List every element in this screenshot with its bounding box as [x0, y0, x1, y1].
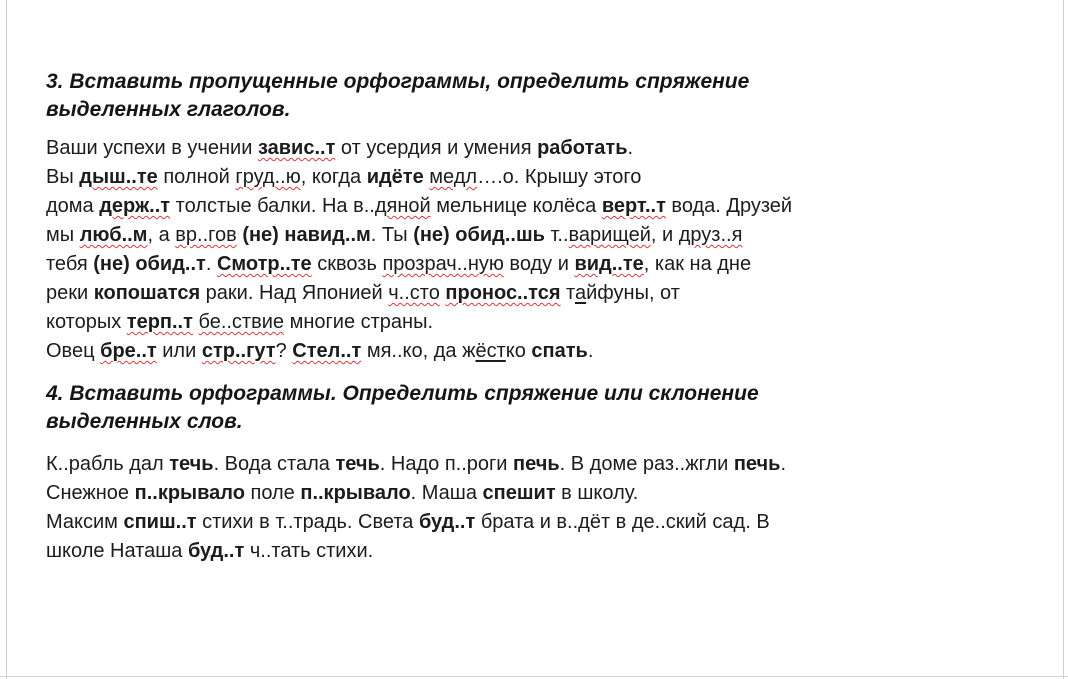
- text-segment: ?: [275, 340, 293, 362]
- text-segment: ко: [505, 340, 532, 362]
- text-segment: , и: [650, 224, 679, 246]
- underlined-letters: ёст: [475, 340, 506, 362]
- task-3-text: [46, 134, 1046, 366]
- text-segment: толстые балки. На в..: [170, 195, 375, 217]
- highlighted-word: (не) обид..т: [93, 253, 206, 275]
- highlighted-word: вид..те: [574, 253, 644, 275]
- task-3-heading-line-2: выделенных глаголов.: [46, 98, 291, 121]
- text-segment: ….о. Крышу этого: [477, 166, 642, 188]
- highlighted-word: спиш..т: [123, 511, 197, 533]
- text-segment: ч..тать стихи.: [244, 540, 374, 562]
- highlighted-word: работать: [537, 137, 628, 159]
- highlighted-word: идёте: [366, 166, 424, 188]
- misspelled-word: вр..гов: [175, 224, 237, 246]
- highlighted-word: буд..т: [187, 540, 245, 562]
- text-segment: которых: [46, 311, 127, 333]
- task-4-text-line: [46, 479, 1046, 508]
- text-segment: дома: [46, 195, 100, 217]
- highlighted-word: пронос..тся: [445, 282, 561, 304]
- highlighted-word: люб..м: [79, 224, 148, 246]
- text-segment: . Ты: [370, 224, 414, 246]
- text-segment: йфуны, от: [586, 282, 680, 304]
- text-segment: раки. Над Японией: [200, 282, 389, 304]
- highlighted-word: (не) навид..м: [242, 224, 371, 246]
- highlighted-word: завис..т: [257, 137, 336, 159]
- task-3-text-line: [46, 308, 1046, 337]
- text-segment: .: [587, 340, 594, 362]
- text-segment: или: [156, 340, 202, 362]
- text-segment: реки: [46, 282, 94, 304]
- task-3-text-line: [46, 192, 1046, 221]
- task-4-heading: [46, 380, 1046, 436]
- misspelled-word: медл: [429, 166, 478, 188]
- misspelled-word: прозрач..ную: [382, 253, 504, 275]
- text-segment: полной: [157, 166, 236, 188]
- task-4-text-line: [46, 537, 1046, 566]
- misspelled-word: груд..ю: [235, 166, 301, 188]
- task-4-heading-line-1: 4. Вставить орфограммы. Определить спряжение или склонение: [46, 382, 759, 405]
- text-segment: от усердия и умения: [335, 137, 538, 159]
- text-segment: сквозь: [311, 253, 383, 275]
- highlighted-word: верт..т: [601, 195, 666, 217]
- misspelled-word: ч..сто: [388, 282, 440, 304]
- text-segment: .: [627, 137, 634, 159]
- text-segment: стихи в т..традь. Света: [196, 511, 419, 533]
- task-4-text-line: [46, 450, 1046, 479]
- text-segment: брата и в..дёт в де..ский сад. В: [475, 511, 770, 533]
- highlighted-word: течь: [169, 453, 214, 475]
- task-3-text-line: [46, 279, 1046, 308]
- text-segment: школе Наташа: [46, 540, 188, 562]
- highlighted-word: дыш..те: [79, 166, 158, 188]
- text-segment: .: [205, 253, 217, 275]
- highlighted-word: буд..т: [418, 511, 476, 533]
- highlighted-word: спешит: [482, 482, 556, 504]
- misspelled-word: бе..ствие: [198, 311, 285, 333]
- text-segment: мы: [46, 224, 80, 246]
- task-4-text: [46, 450, 1046, 566]
- task-3-text-line: [46, 250, 1046, 279]
- task-4-heading-line-2: выделенных слов.: [46, 410, 243, 433]
- text-segment: в школу.: [555, 482, 639, 504]
- text-segment: Овец: [46, 340, 101, 362]
- task-3-text-line: [46, 163, 1046, 192]
- text-segment: . Надо п..роги: [379, 453, 514, 475]
- highlighted-word: печь: [733, 453, 781, 475]
- misspelled-word: дяной: [374, 195, 431, 217]
- text-segment: мельнице колёса: [430, 195, 602, 217]
- task-3-heading-line-1: 3. Вставить пропущенные орфограммы, определить спряжение: [46, 70, 750, 93]
- task-3-heading: [46, 68, 1046, 124]
- text-segment: т: [560, 282, 575, 304]
- text-segment: многие страны.: [284, 311, 434, 333]
- misspelled-word: друз..я: [678, 224, 743, 246]
- task-3-text-line: [46, 134, 1046, 163]
- highlighted-word: бре..т: [100, 340, 157, 362]
- text-segment: Снежное: [46, 482, 135, 504]
- highlighted-word: терп..т: [126, 311, 193, 333]
- text-segment: . В доме раз..жгли: [559, 453, 734, 475]
- highlighted-word: течь: [335, 453, 380, 475]
- text-segment: Ваши успехи в учении: [46, 137, 258, 159]
- document-content: [46, 68, 1046, 566]
- page-left-edge: [6, 0, 7, 679]
- misspelled-word: варищей: [568, 224, 651, 246]
- highlighted-word: печь: [513, 453, 560, 475]
- text-segment: т..: [544, 224, 569, 246]
- highlighted-word: копошатся: [93, 282, 201, 304]
- text-segment: Максим: [46, 511, 124, 533]
- text-segment: мя..ко, да ж: [361, 340, 476, 362]
- text-segment: вода. Друзей: [665, 195, 793, 217]
- task-3-text-line: [46, 221, 1046, 250]
- text-segment: . Маша: [410, 482, 483, 504]
- highlighted-word: Смотр..те: [216, 253, 312, 275]
- text-segment: . Вода стала: [213, 453, 336, 475]
- highlighted-word: стр..гут: [201, 340, 276, 362]
- text-segment: К..рабль дал: [46, 453, 170, 475]
- task-3-text-line: [46, 337, 1046, 366]
- text-segment: .: [780, 453, 787, 475]
- highlighted-word: (не) обид..шь: [413, 224, 545, 246]
- text-segment: поле: [244, 482, 301, 504]
- highlighted-word: п..крывало: [134, 482, 245, 504]
- text-segment: воду и: [503, 253, 575, 275]
- page-right-edge: [1063, 0, 1064, 679]
- highlighted-word: п..крывало: [300, 482, 411, 504]
- text-segment: тебя: [46, 253, 94, 275]
- underlined-letters: а: [575, 282, 587, 304]
- text-segment: , когда: [300, 166, 367, 188]
- highlighted-word: спать: [531, 340, 588, 362]
- task-4-text-line: [46, 508, 1046, 537]
- text-segment: , как на дне: [643, 253, 752, 275]
- text-segment: , а: [147, 224, 176, 246]
- text-segment: Вы: [46, 166, 80, 188]
- highlighted-word: Стел..т: [292, 340, 362, 362]
- page-bottom-edge: [0, 676, 1068, 677]
- highlighted-word: держ..т: [99, 195, 171, 217]
